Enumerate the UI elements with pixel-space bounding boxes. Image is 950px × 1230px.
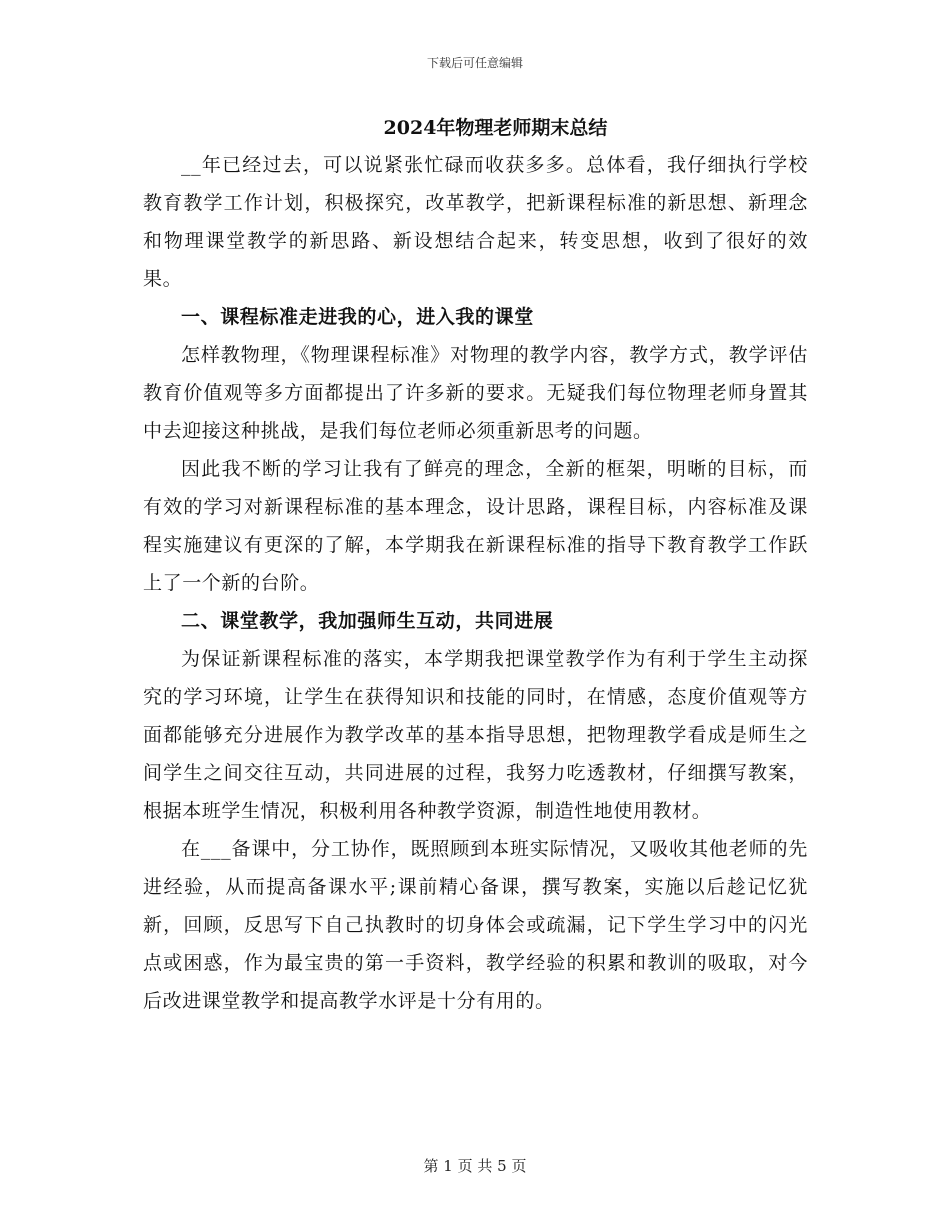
section2-paragraph-2: 在___备课中，分工协作，既照顾到本班实际情况，又吸收其他老师的先进经验，从而提高备课水平;课前精心备课，撰写教案，实施以后趁记忆犹新，回顾，反思写下自己执教时的切身体会或疏漏，记下学生学习中的闪光点或困惑，作为最宝贵的第一手资料，教学经验的积累和教训的吸取，对今后改进课堂教学和提高教学水评是十分有用的。	[143, 838, 808, 1012]
document-title: 2024年物理老师期末总结	[383, 117, 608, 139]
intro-paragraph: __年已经过去，可以说紧张忙碌而收获多多。总体看，我仔细执行学校教育教学工作计划，积极探究，改革教学，把新课程标准的新思想、新理念和物理课堂教学的新思路、新设想结合起来，转变思想，收到了很好的效果。	[143, 154, 808, 290]
section1-paragraph-1: 怎样教物理，《物理课程标准》对物理的教学内容，教学方式，教学评估教育价值观等多方面都提出了许多新的要求。无疑我们每位物理老师身置其中去迎接这种挑战，是我们每位老师必须重新思考的问题。	[143, 344, 808, 442]
page-number: 第 1 页 共 5 页	[423, 1157, 527, 1175]
section-heading-2: 二、课堂教学，我加强师生互动，共同进展	[181, 610, 554, 632]
section2-paragraph-1: 为保证新课程标准的落实，本学期我把课堂教学作为有利于学生主动探究的学习环境，让学生在获得知识和技能的同时，在情感，态度价值观等方面都能够充分进展作为教学改革的基本指导思想，把物理教学看成是师生之间学生之间交往互动，共同进展的过程，我努力吃透教材，仔细撰写教案，根据本班学生情况，积极利用各种教学资源，制造性地使用教材。	[143, 648, 808, 822]
section1-paragraph-2: 因此我不断的学习让我有了鲜亮的理念，全新的框架，明晰的目标，而有效的学习对新课程标准的基本理念，设计思路，课程目标，内容标准及课程实施建议有更深的了解，本学期我在新课程标准的指导下教育教学工作跃上了一个新的台阶。	[143, 458, 808, 594]
download-note: 下载后可任意编辑	[426, 56, 523, 70]
document-body	[143, 110, 808, 1020]
section-heading-1: 一、课程标准走进我的心，进入我的课堂	[181, 306, 534, 328]
